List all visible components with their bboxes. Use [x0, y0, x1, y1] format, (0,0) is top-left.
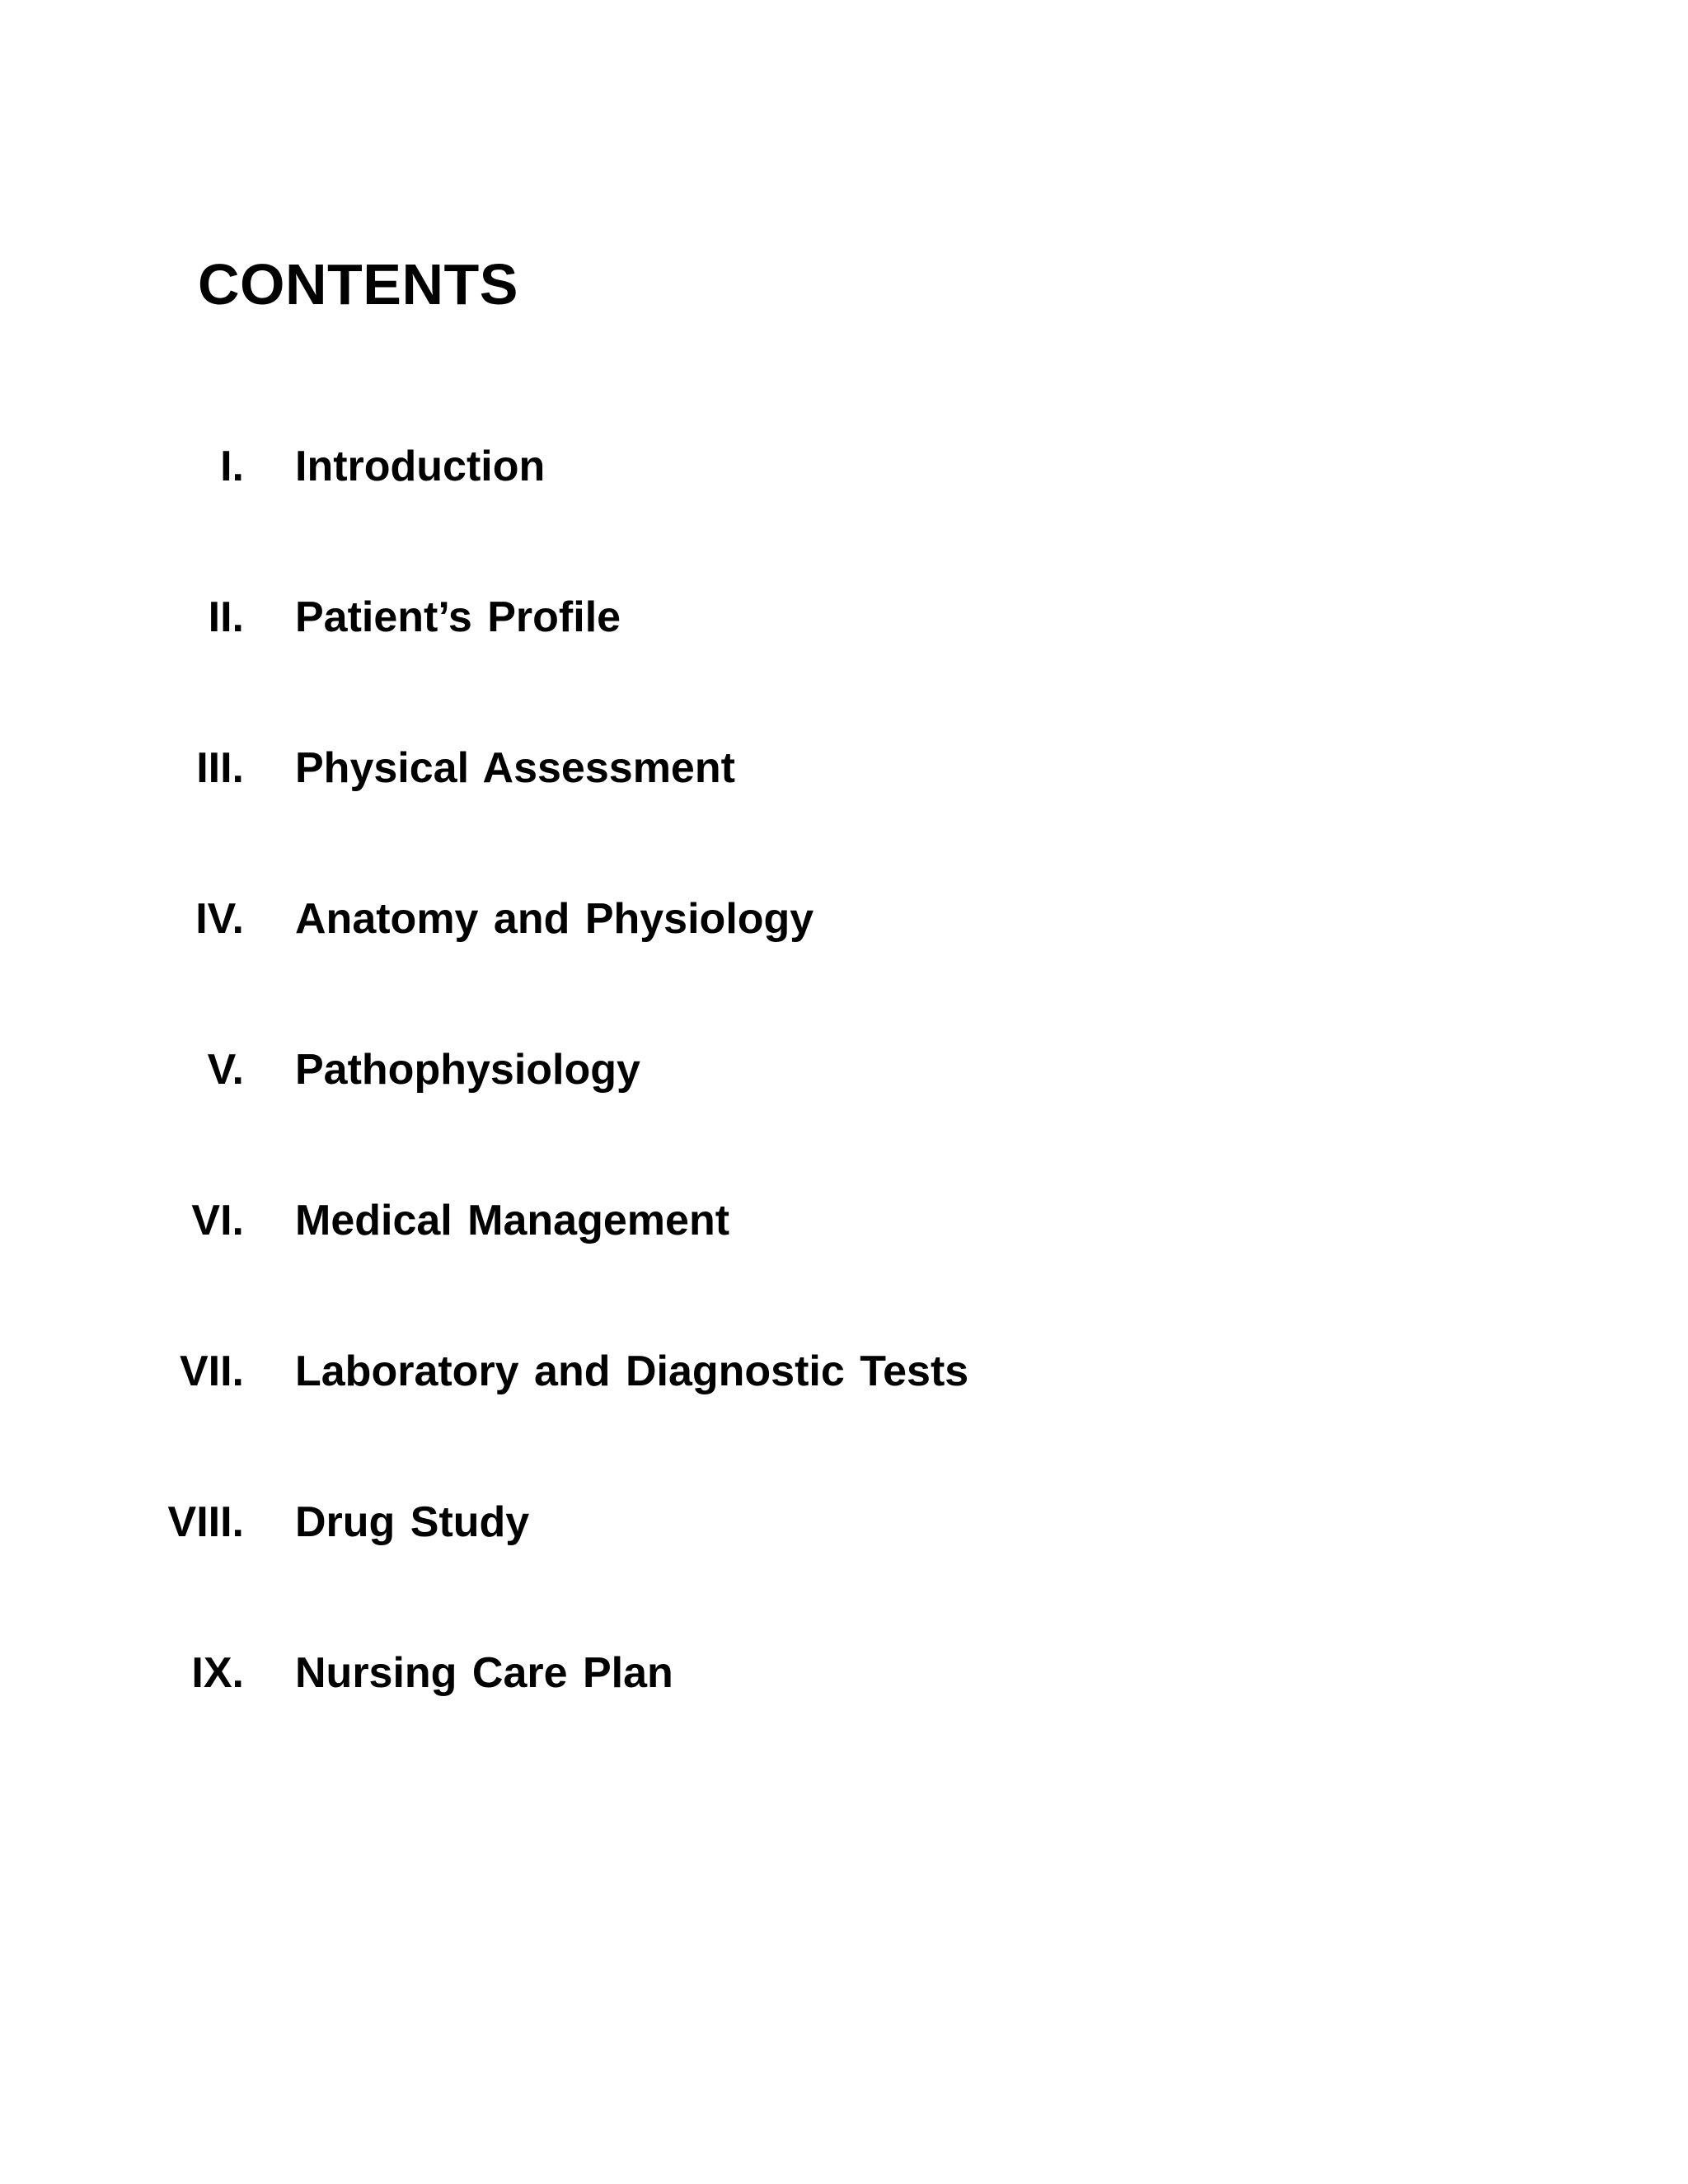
toc-entry-introduction	[0, 445, 1688, 596]
toc-title: Physical Assessment	[295, 744, 735, 792]
toc-title: Introduction	[295, 443, 546, 490]
toc-entry-patients-profile	[0, 593, 1688, 747]
toc-entry-pathophysiology	[0, 1048, 1688, 1199]
toc-numeral: III.	[196, 744, 244, 792]
toc-title: Nursing Care Plan	[295, 1649, 673, 1697]
toc-entry-anatomy-and-physiology	[0, 895, 1688, 1048]
toc-numeral: VIII.	[167, 1498, 244, 1546]
toc-numeral: II.	[208, 593, 244, 641]
toc-numeral: I.	[220, 443, 244, 490]
toc-title: Medical Management	[295, 1197, 730, 1244]
toc-title: Patient’s Profile	[295, 593, 621, 641]
toc-entry-nursing-care-plan	[0, 1649, 1688, 1802]
toc-numeral: IV.	[195, 895, 244, 943]
toc-numeral: VII.	[179, 1347, 244, 1395]
toc-title: Anatomy and Physiology	[295, 895, 814, 943]
toc-entry-physical-assessment	[0, 744, 1688, 898]
toc-entry-medical-management	[0, 1199, 1688, 1350]
toc-entry-drug-study	[0, 1498, 1688, 1652]
toc-entry-laboratory-and-diagnostic-tests	[0, 1347, 1688, 1501]
toc-numeral: V.	[207, 1046, 244, 1094]
table-of-contents	[0, 445, 1688, 1802]
toc-numeral: IX.	[191, 1649, 244, 1697]
toc-numeral: VI.	[191, 1197, 244, 1244]
toc-title: Drug Study	[295, 1498, 530, 1546]
toc-title: Pathophysiology	[295, 1046, 640, 1094]
toc-title: Laboratory and Diagnostic Tests	[295, 1347, 969, 1395]
page-title: CONTENTS	[198, 252, 518, 316]
